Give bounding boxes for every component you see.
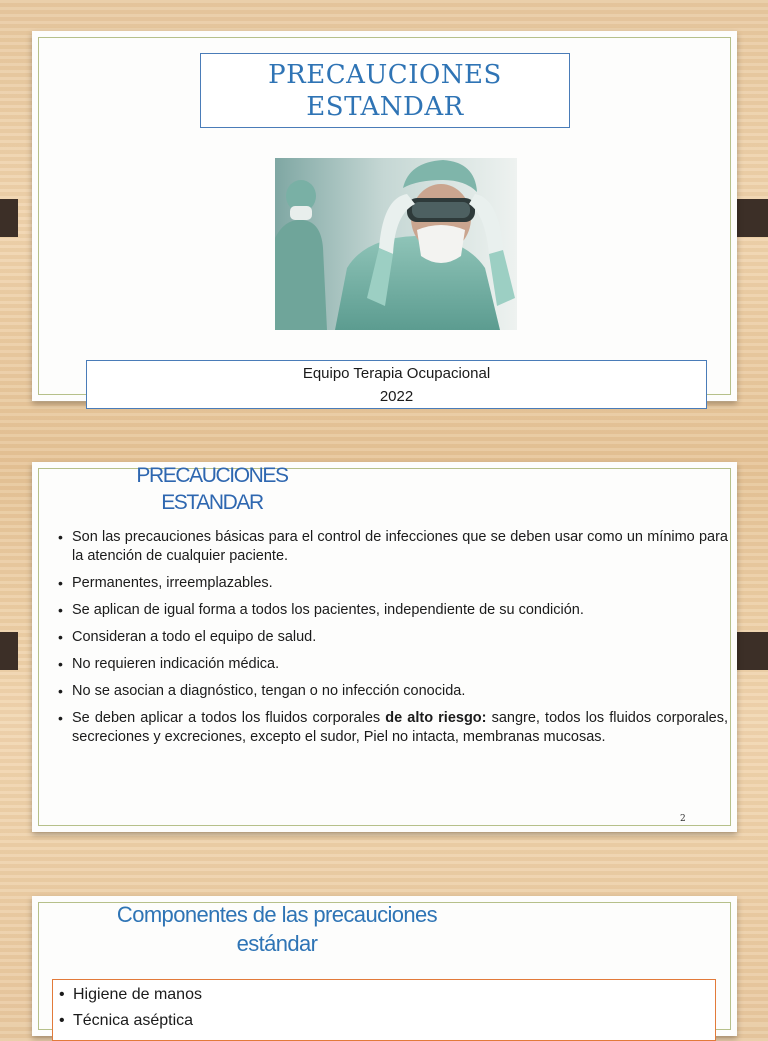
slide-2-title-line-1: PRECAUCIONES [136, 464, 288, 487]
bullet-item: • Permanentes, irreemplazables. [58, 574, 728, 593]
bullet-item: • No requieren indicación médica. [58, 655, 728, 674]
slide-3-title-line-2: estándar [236, 931, 318, 956]
slide-title-line-1: PRECAUCIONES [268, 59, 502, 90]
bullet-item-high-risk [58, 709, 728, 747]
slide-3-title [92, 900, 462, 958]
bullet-item: • Son las precauciones básicas para el control de infecciones que se deben usar como un mínimo para la atención de cualquier paciente. [58, 528, 728, 566]
bullet-text: Se deben aplicar a todos los fluidos corporales [72, 710, 386, 726]
slide-3 [32, 896, 737, 1036]
slide-3-title-line-1: Componentes de las precauciones [116, 902, 438, 927]
left-tab-1 [0, 199, 18, 237]
slide-2 [32, 462, 737, 832]
bullet-item: • No se asocian a diagnóstico, tengan o no infección conocida. [58, 682, 728, 701]
components-list [53, 980, 715, 1034]
slide-title-box [200, 53, 570, 128]
left-tab-2 [0, 632, 18, 670]
bullet-text: sangre, todos los fluidos corporales, secreciones y excreciones, excepto el sudor, Piel no intacta, membranas mucosas. [72, 710, 729, 745]
slide-1 [32, 31, 737, 405]
bullet-item: • Consideran a todo el equipo de salud. [58, 628, 728, 647]
bullet-bold-text: de alto riesgo: [385, 710, 487, 726]
slide-2-title-line-2: ESTANDAR [161, 491, 263, 514]
bullet-list [58, 528, 728, 755]
slide-subtitle-box [86, 360, 707, 409]
subtitle-line-2: 2022 [379, 387, 414, 405]
surgeon-photo [275, 158, 517, 330]
list-item: • Técnica aséptica [59, 1008, 715, 1034]
page-number: 2 [680, 814, 686, 824]
subtitle-line-1: Equipo Terapia Ocupacional [302, 364, 491, 382]
components-box [52, 979, 716, 1041]
bullet-item: • Se aplican de igual forma a todos los pacientes, independiente de su condición. [58, 601, 728, 620]
slide-title-line-2: ESTANDAR [306, 91, 464, 122]
slide-2-title [127, 462, 297, 516]
list-item: • Higiene de manos [59, 982, 715, 1008]
